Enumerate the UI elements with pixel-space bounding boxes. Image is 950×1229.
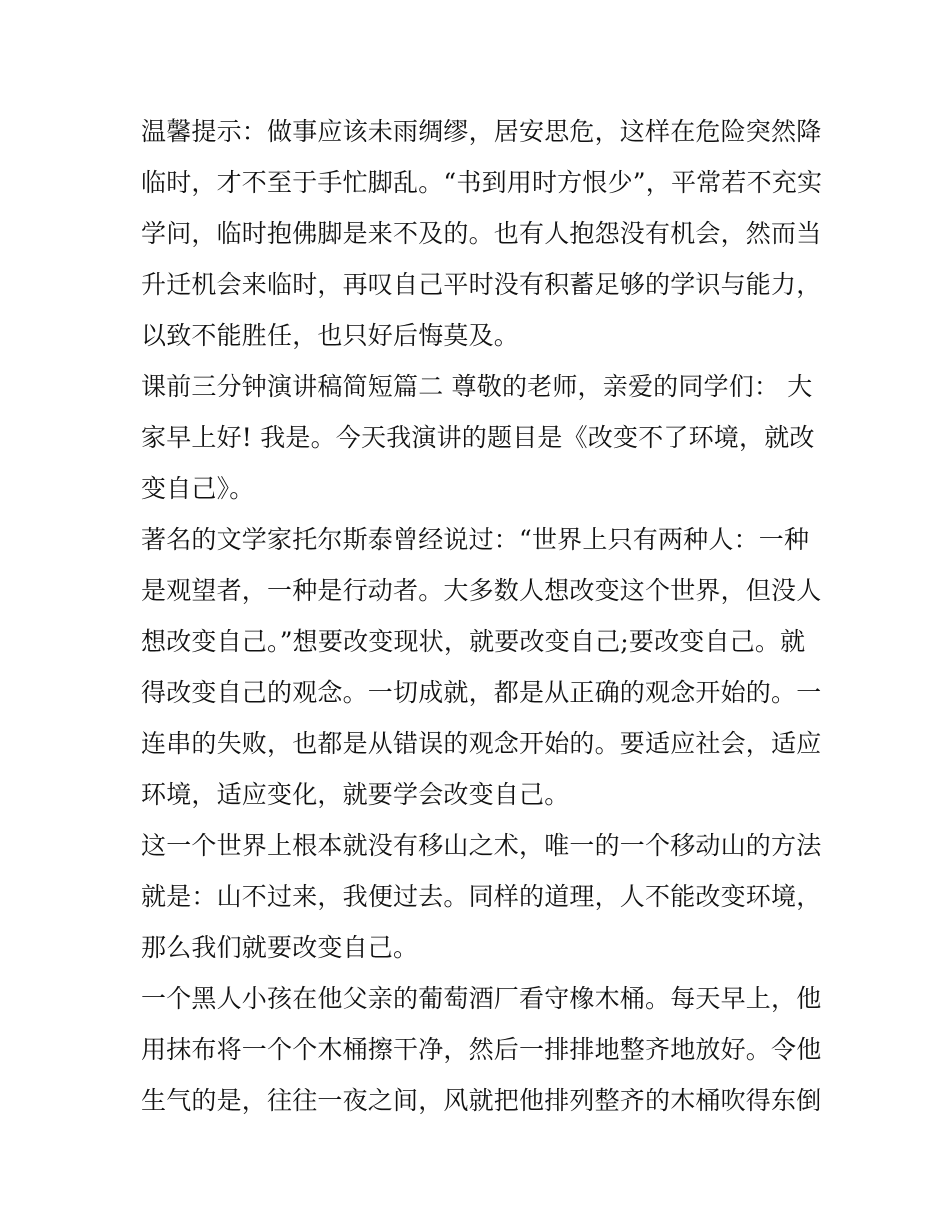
text-line: 生气的是，往往一夜之间，风就把他排列整齐的木桶吹得东倒	[141, 1086, 822, 1115]
text-line: 这一个世界上根本就没有移山之术，唯一的一个移动山的方法	[141, 831, 822, 860]
document-body	[141, 106, 823, 1126]
text-line: 著名的文学家托尔斯泰曾经说过：“世界上只有两种人：一种	[141, 525, 810, 554]
text-line: 那么我们就要改变自己。	[141, 933, 419, 962]
text-line: 用抹布将一个个木桶擦干净，然后一排排地整齐地放好。令他	[141, 1035, 822, 1064]
text-line: 临时，才不至于手忙脚乱。“书到用时方恨少”，平常若不充实	[141, 168, 823, 197]
text-line: 学问，临时抱佛脚是来不及的。也有人抱怨没有机会，然而当	[141, 219, 822, 248]
text-line: 就是：山不过来，我便过去。同样的道理，人不能改变环境，	[141, 882, 822, 911]
text-line: 以致不能胜任，也只好后悔莫及。	[141, 321, 520, 350]
text-line: 是观望者，一种是行动者。大多数人想改变这个世界，但没人	[141, 576, 822, 605]
text-line: 升迁机会来临时，再叹自己平时没有积蓄足够的学识与能力，	[141, 270, 822, 299]
text-line: 课前三分钟演讲稿简短篇二 尊敬的老师，亲爱的同学们： 大	[141, 372, 813, 401]
text-line: 连串的失败，也都是从错误的观念开始的。要适应社会，适应	[141, 729, 822, 758]
text-line: 变自己》。	[141, 474, 255, 503]
text-line: 环境，适应变化，就要学会改变自己。	[141, 780, 570, 809]
text-line: 得改变自己的观念。一切成就，都是从正确的观念开始的。一	[141, 678, 822, 707]
text-line: 想改变自己。”想要改变现状，就要改变自己;要改变自己。就	[141, 627, 806, 656]
text-line: 一个黑人小孩在他父亲的葡萄酒厂看守橡木桶。每天早上，他	[141, 984, 822, 1013]
text-line: 家早上好! 我是。今天我演讲的题目是《改变不了环境，就改	[141, 423, 815, 452]
text-line: 温馨提示：做事应该未雨绸缪，居安思危，这样在危险突然降	[141, 117, 822, 146]
